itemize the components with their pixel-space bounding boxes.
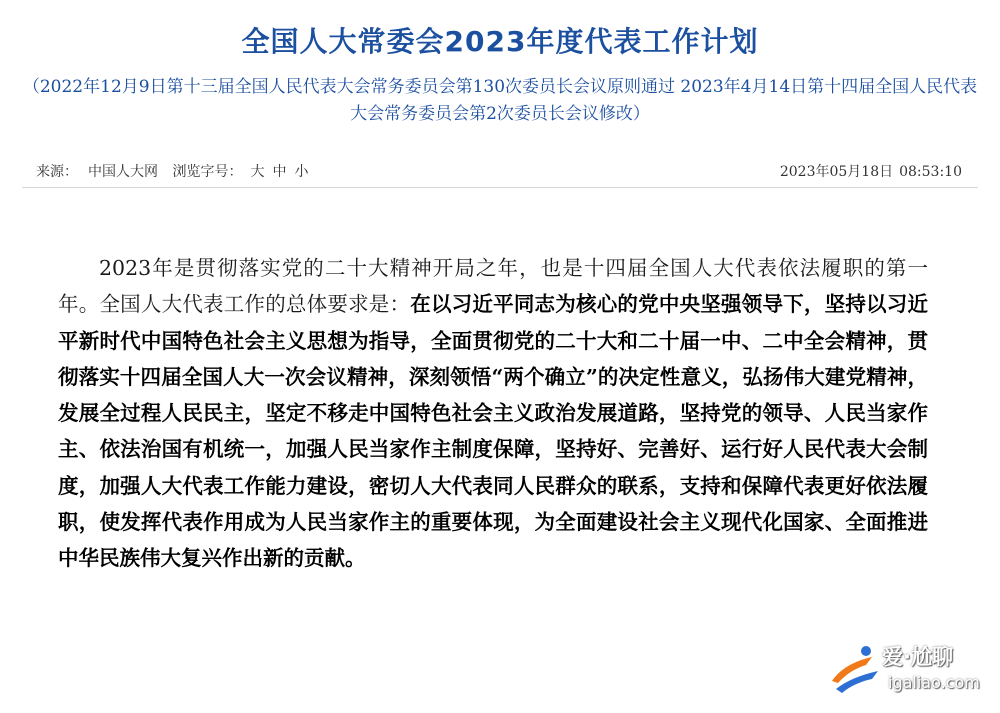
publish-date: 2023年05月18日 <box>779 164 894 180</box>
publish-time: 08:53:10 <box>899 164 962 180</box>
watermark-name: 爱·尬聊 <box>882 645 953 669</box>
font-size-small-button[interactable]: 小 <box>294 164 309 180</box>
font-size-label: 浏览字号： <box>172 164 243 180</box>
body-emphasis: 在以习近平同志为核心的党中央坚强领导下，坚持以习近平新时代中国特色社会主义思想为指导，全面贯彻党的二十大和二十届一中、二中全会精神，贯彻落实十四届全国人大一次会议精神，深刻领悟“两个确立”的决定性意义，弘扬伟大建党精神，发展全过程人民民主，坚定不移走中国特色社会主义政治发展道路，坚持党的领导、人民当家作主、依法治国有机统一，加强人民当家作主制度保障，坚持好、完善好、运行好人民代表大会制度，加强人大代表工作能力建设，密切人大代表同人民群众的联系，支持和保障代表更好依法履职，使发挥代表作用成为人民当家作主的重要体现，为全面建设社会主义现代化国家、全面推进中华民族伟大复兴作出新的贡献。 <box>58 292 929 571</box>
font-size-medium-button[interactable]: 中 <box>272 164 287 180</box>
article-body <box>58 250 928 577</box>
meta-bar <box>22 157 978 188</box>
source-name: 中国人大网 <box>88 164 158 180</box>
watermark <box>826 635 986 705</box>
body-intro: 2023年是贯彻落实党的二十大精神开局之年，也是十四届全国人大代表依法履职的第一年。全国人大代表工作的总体要求是： <box>58 256 928 317</box>
page-title: 全国人大常委会2023年度代表工作计划 <box>241 25 759 58</box>
watermark-logo-icon <box>826 641 884 699</box>
meta-source-group <box>36 161 316 181</box>
watermark-url: igaliao.com <box>888 673 980 692</box>
font-size-large-button[interactable]: 大 <box>250 164 265 180</box>
publish-datetime <box>774 161 962 181</box>
source-label: 来源： <box>36 164 78 180</box>
page-subtitle: （2022年12月9日第十三届全国人民代表大会常务委员会第130次委员长会议原则通过 2023年4月14日第十四届全国人民代表大会常务委员会第2次委员长会议修改） <box>22 77 978 124</box>
